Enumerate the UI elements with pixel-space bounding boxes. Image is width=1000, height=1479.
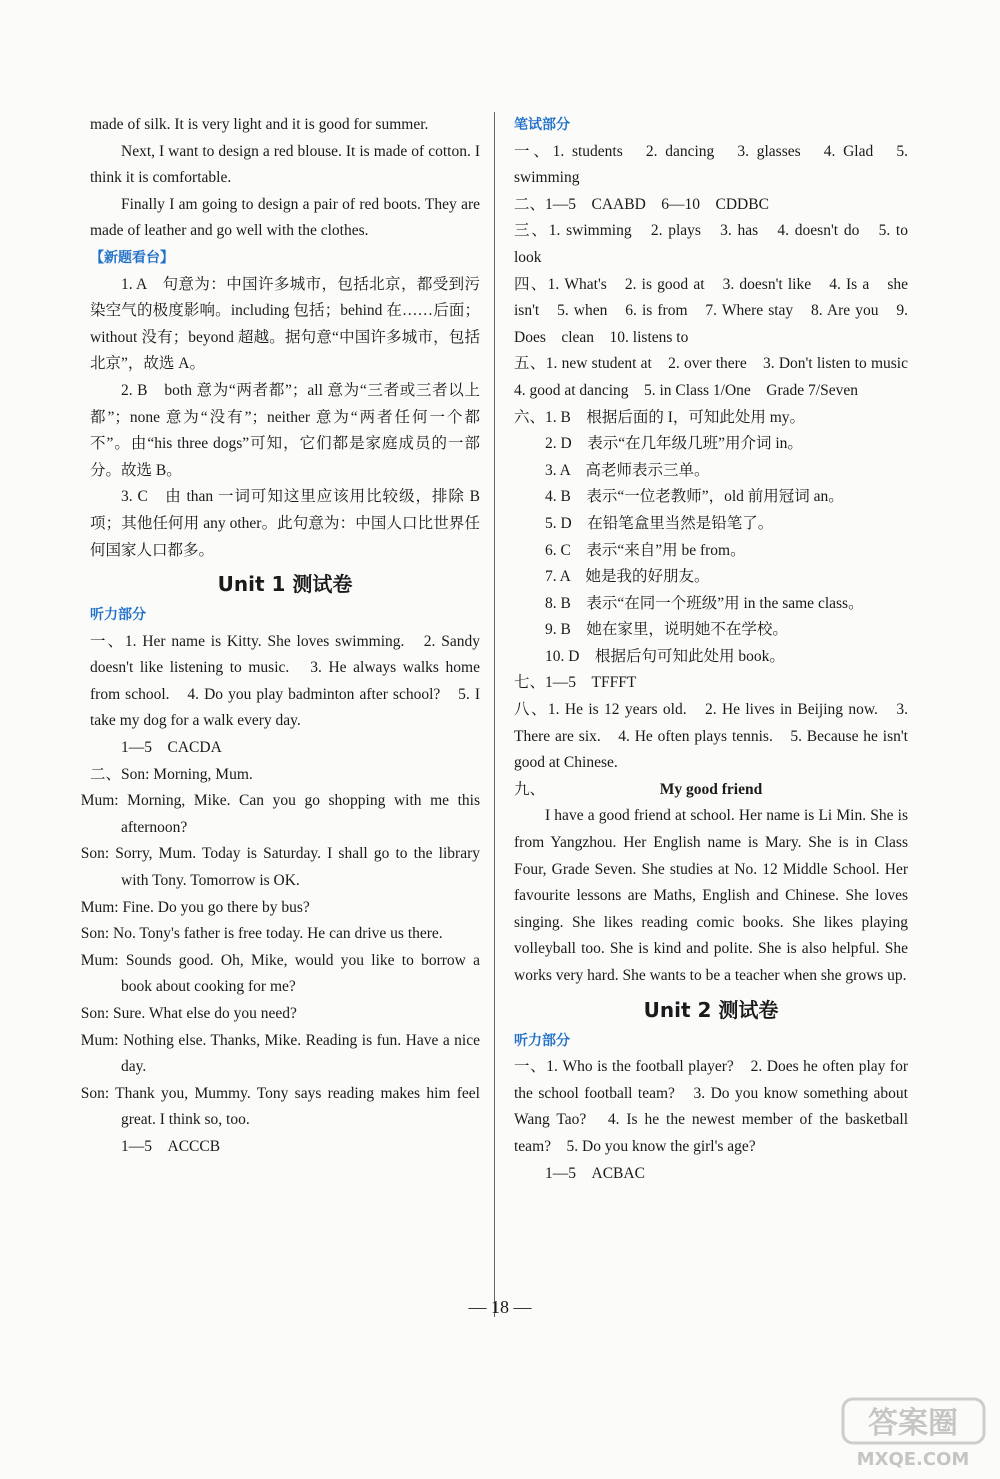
- answer-line: 3. A 高老师表示三单。: [545, 461, 710, 479]
- answer-line: 4. B 表示“一位老教师”，old 前用冠词 an。: [545, 488, 844, 506]
- answer-key: 1—5 ACBAC: [545, 1164, 645, 1182]
- answer-line: 5. D 在铅笔盒里当然是铅笔了。: [545, 514, 774, 532]
- unit1-title: Unit 1 测试卷: [217, 572, 353, 597]
- answer-line: 7. A 她是我的好朋友。: [545, 568, 710, 586]
- dialogue-line: Son: Sure. What else do you need?: [80, 1005, 297, 1022]
- paragraph: Finally I am going to design a pair of red boots. They are made of leather and go well with the clothes.: [90, 195, 480, 240]
- answer-key: 1—5 ACCCB: [121, 1137, 221, 1155]
- unit2-title: Unit 2 测试卷: [643, 997, 779, 1022]
- dialogue-line: 二、Son: Morning, Mum.: [90, 765, 253, 783]
- answer-line: 2. D 表示“在几年级几班”用介词 in。: [545, 435, 803, 453]
- essay-label: 九、: [514, 780, 546, 798]
- answer-explanation: 2. B both 意为“两者都”；all 意为“三者或三者以上都”；none 意为“没有”；neither 意为“两者任何一个都不”。由“his three dogs”可知，它们都是家庭成员的一部分。故选 B。: [90, 381, 480, 479]
- answer-line: 七、1—5 TFFFT: [514, 674, 637, 692]
- dialogue-line: Mum: Morning, Mike. Can you go shopping with me this afternoon?: [80, 792, 480, 836]
- watermark-url: MXQE.COM: [856, 1449, 970, 1469]
- dialogue-line: Mum: Sounds good. Oh, Mike, would you like to borrow a book about cooking for me?: [80, 951, 480, 996]
- answer-line: 9. B 她在家里，说明她不在学校。: [545, 621, 788, 639]
- dialogue-line: Son: Thank you, Mummy. Tony says reading makes him feel great. I think so, too.: [80, 1084, 480, 1129]
- column-divider: [494, 112, 495, 1317]
- section-heading-new-questions: 【新题看台】: [90, 249, 174, 266]
- listening-script: 一、1. Her name is Kitty. She loves swimming. 2. Sandy doesn't like listening to music. 3. He always walks home from school. 4. Do you play badminton after school? 5. I take my dog for a walk every day.: [90, 632, 480, 730]
- dialogue-line: Mum: Nothing else. Thanks, Mike. Reading is fun. Have a nice day.: [80, 1031, 480, 1076]
- page-number: — 18 —: [468, 1297, 532, 1317]
- dialogue-line: Son: No. Tony's father is free today. He can drive us there.: [80, 925, 443, 943]
- answer-line: 10. D 根据后句可知此处用 book。: [545, 647, 785, 665]
- answer-explanation: 1. A 句意为：中国许多城市，包括北京，都受到污染空气的极度影响。including 包括；behind 在……后面；without 没有；beyond 超越。据句意“中国许多城市，包括北京”，故选 A。: [90, 275, 480, 373]
- section-heading-written: 笔试部分: [514, 117, 570, 133]
- answer-explanation: 3. C 由 than 一词可知这里应该用比较级，排除 B 项；其他任何用 any other。此句意为：中国人口比世界任何国家人口都多。: [90, 488, 480, 559]
- answer-line: 8. B 表示“在同一个班级”用 in the same class。: [545, 594, 864, 612]
- answer-line: 五、1. new student at 2. over there 3. Don't listen to music 4. good at dancing 5. in Class 1/One Grade 7/Seven: [514, 355, 924, 399]
- essay-title: My good friend: [659, 780, 763, 798]
- essay-body: I have a good friend at school. Her name is Li Min. She is from Yangzhou. Her English name is Mary. She is in Class Four, Grade Seven. She studies at No. 12 Middle School. Her favourite lessons are Maths, English and Chinese. She loves singing. She likes reading comic books. She likes playing volleyball too. She is kind and polite. She is also helpful. She works very hard. She wants to be a teacher when she grows up.: [514, 807, 908, 984]
- answer-line: 一、1. students 2. dancing 3. glasses 4. Glad 5. swimming: [514, 142, 908, 187]
- section-heading-listening: 听力部分: [514, 1032, 570, 1049]
- watermark-logo: [841, 1397, 986, 1469]
- paragraph: made of silk. It is very light and it is good for summer.: [90, 116, 429, 133]
- listening-script: 一、1. Who is the football player? 2. Does he often play for the school football team? 3. Do you know something about Wang Tao? 4. Is he the newest member of the basketball team? 5. Do you know the girl's age?: [514, 1058, 908, 1155]
- dialogue-line: Mum: Fine. Do you go there by bus?: [80, 898, 310, 916]
- left-column: [80, 112, 480, 1161]
- watermark-chars: 答案圈: [868, 1406, 958, 1441]
- right-column: [514, 112, 924, 1187]
- section-heading-listening: 听力部分: [90, 607, 146, 624]
- dialogue-line: Son: Sorry, Mum. Today is Saturday. I shall go to the library with Tony. Tomorrow is OK.: [80, 845, 480, 890]
- answer-line: 三、1. swimming 2. plays 3. has 4. doesn't do 5. to look: [514, 222, 908, 266]
- answer-key: 1—5 CACDA: [121, 739, 222, 757]
- paragraph: Next, I want to design a red blouse. It is made of cotton. I think it is comfortable.: [90, 142, 480, 187]
- answer-line: 四、1. What's 2. is good at 3. doesn't like 4. Is a she isn't 5. when 6. is from 7. Where stay 8. Are you 9. Does clean 10. listens to: [514, 275, 908, 346]
- answer-line: 二、1—5 CAABD 6—10 CDDBC: [514, 195, 769, 213]
- answer-line: 六、1. B 根据后面的 I，可知此处用 my。: [514, 408, 806, 426]
- answer-line: 八、1. He is 12 years old. 2. He lives in Beijing now. 3. There are six. 4. He often plays tennis. 5. Because he isn't good at Chinese.: [514, 701, 908, 772]
- answer-line: 6. C 表示“来自”用 be from。: [545, 541, 746, 559]
- essay-title-row: [514, 777, 908, 804]
